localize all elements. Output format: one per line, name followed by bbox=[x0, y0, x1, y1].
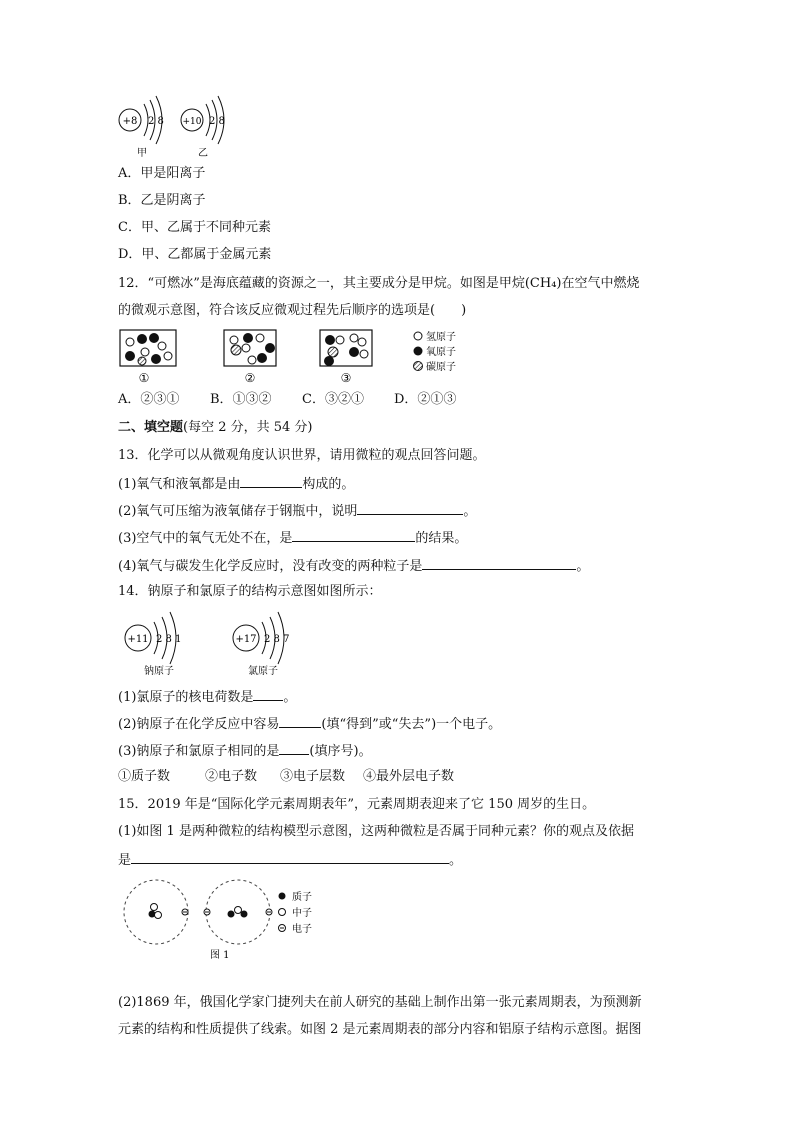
q13-blank-4[interactable] bbox=[422, 555, 576, 570]
atom-diagram-jia-yi bbox=[112, 94, 232, 160]
q14-blank-3[interactable] bbox=[279, 740, 309, 755]
particle-model-left bbox=[124, 880, 188, 944]
legend-carbon: 碳原子 bbox=[426, 362, 456, 373]
atom-chlorine bbox=[233, 612, 289, 677]
q12-stem-line2: 的微观示意图，符合该反应微观过程先后顺序的选项是( ) bbox=[118, 303, 467, 318]
q14-choice-1: ①质子数 bbox=[118, 769, 171, 784]
q14-part3 bbox=[118, 740, 372, 762]
reaction-box-1 bbox=[120, 330, 176, 366]
reaction-box-3 bbox=[320, 330, 372, 366]
atom-jia-label: 甲 bbox=[137, 148, 147, 159]
q13-blank-3[interactable] bbox=[292, 527, 415, 542]
q12-option-b: B．①③② bbox=[210, 392, 272, 407]
atom-chlorine-label: 氯原子 bbox=[248, 666, 278, 677]
q15-stem: 15．2019 年是“国际化学元素周期表年”，元素周期表迎来了它 150 周岁的生日。 bbox=[118, 797, 596, 812]
q15-part1-line2 bbox=[118, 849, 462, 871]
reaction-box-2-label: ② bbox=[244, 371, 256, 385]
q15-part2-line1: (2)1869 年，俄国化学家门捷列夫在前人研究的基础上制作出第一张元素周期表，为预测新 bbox=[118, 995, 642, 1010]
q15-blank-1[interactable] bbox=[131, 849, 449, 864]
reaction-box-3-label: ③ bbox=[340, 371, 352, 385]
atom-sodium-shells: 2 8 1 bbox=[156, 634, 182, 645]
q14-part2-tail: (填“得到”或“失去”)一个电子。 bbox=[321, 717, 502, 732]
q15-part1-line1: (1)如图 1 是两种微粒的结构模型示意图，这两种微粒是否属于同种元素？你的观点及依据 bbox=[118, 824, 634, 839]
q13-part2-tail: 。 bbox=[463, 504, 477, 519]
particle-legend bbox=[279, 890, 313, 935]
q14-choice-2: ②电子数 bbox=[205, 769, 258, 784]
q13-part2-text: (2)氧气可压缩为液氧储存于钢瓶中，说明 bbox=[118, 504, 358, 519]
atom-yi-label: 乙 bbox=[198, 148, 208, 159]
q12-stem-line1: 12．“可燃冰”是海底蕴藏的资源之一，其主要成分是甲烷。如图是甲烷(CH₄)在空气中燃烧 bbox=[118, 276, 640, 291]
q14-part1-text: (1)氯原子的核电荷数是 bbox=[118, 690, 254, 705]
atom-sodium bbox=[125, 612, 181, 677]
q13-part1-text: (1)氧气和液氧都是由 bbox=[118, 477, 241, 492]
atom-yi-nucleus: +10 bbox=[182, 117, 202, 127]
q13-part1 bbox=[118, 473, 354, 495]
atom-yi-shells: 2 8 bbox=[209, 116, 225, 127]
q14-choice-4: ④最外层电子数 bbox=[363, 769, 455, 784]
q13-stem: 13．化学可以从微观角度认识世界，请用微粒的观点回答问题。 bbox=[118, 448, 486, 463]
q13-part4-text: (4)氧气与碳发生化学反应时，没有改变的两种粒子是 bbox=[118, 559, 423, 574]
q14-stem: 14．钠原子和氯原子的结构示意图如图所示： bbox=[118, 584, 382, 599]
q14-part2 bbox=[118, 713, 501, 735]
q13-part4-tail: 。 bbox=[576, 559, 590, 574]
q11-option-c: C．甲、乙属于不同种元素 bbox=[118, 220, 271, 235]
particle-model-figure-1 bbox=[118, 878, 348, 964]
q14-part3-tail: (填序号)。 bbox=[309, 744, 372, 759]
q13-part3 bbox=[118, 527, 467, 549]
q11-option-a: A．甲是阳离子 bbox=[118, 166, 206, 181]
reaction-legend bbox=[414, 330, 457, 373]
legend-oxygen: 氧原子 bbox=[426, 347, 456, 358]
atom-sodium-nucleus: +11 bbox=[127, 634, 149, 645]
section-note: (每空 2 分，共 54 分) bbox=[183, 420, 313, 435]
legend-neutron: 中子 bbox=[292, 908, 312, 919]
legend-hydrogen: 氢原子 bbox=[426, 332, 456, 343]
q14-part2-text: (2)钠原子在化学反应中容易 bbox=[118, 717, 280, 732]
q15-part1-is: 是 bbox=[118, 853, 132, 868]
reaction-box-2 bbox=[224, 330, 276, 366]
reaction-box-1-label: ① bbox=[138, 371, 150, 385]
q15-part1-tail: 。 bbox=[449, 853, 463, 868]
q13-blank-1[interactable] bbox=[240, 473, 302, 488]
q14-part1-tail: 。 bbox=[283, 690, 297, 705]
q12-options bbox=[118, 390, 456, 410]
q14-blank-1[interactable] bbox=[253, 686, 283, 701]
q12-option-c: C．③②① bbox=[302, 392, 364, 407]
atom-chlorine-nucleus: +17 bbox=[235, 634, 257, 645]
na-cl-atom-diagram bbox=[118, 608, 308, 680]
legend-proton: 质子 bbox=[292, 892, 312, 903]
q14-part1 bbox=[118, 686, 296, 708]
q14-choices bbox=[118, 767, 454, 787]
q13-part3-text: (3)空气中的氧气无处不在，是 bbox=[118, 531, 293, 546]
q13-part4 bbox=[118, 555, 589, 577]
q13-part2 bbox=[118, 500, 476, 522]
atom-jia-nucleus: +8 bbox=[122, 116, 138, 127]
atom-jia-shells: 2 8 bbox=[148, 116, 164, 127]
particle-model-right bbox=[204, 880, 272, 944]
atom-jia bbox=[119, 96, 164, 159]
q13-blank-2[interactable] bbox=[357, 500, 463, 515]
q14-part3-text: (3)钠原子和氯原子相同的是 bbox=[118, 744, 280, 759]
q14-blank-2[interactable] bbox=[279, 713, 321, 728]
section-title: 二、填空题 bbox=[118, 420, 184, 435]
q14-choice-3: ③电子层数 bbox=[280, 769, 346, 784]
section-heading bbox=[118, 418, 313, 438]
q13-part1-tail: 构成的。 bbox=[302, 477, 355, 492]
q15-part2-line2: 元素的结构和性质提供了线索。如图 2 是元素周期表的部分内容和铝原子结构示意图。据图 bbox=[118, 1022, 642, 1037]
atom-yi bbox=[181, 96, 225, 159]
q12-option-a: A．②③① bbox=[118, 392, 180, 407]
q12-option-d: D．②①③ bbox=[394, 392, 457, 407]
methane-combustion-figure bbox=[118, 326, 478, 386]
figure-1-caption: 图 1 bbox=[210, 950, 230, 961]
q13-part3-tail: 的结果。 bbox=[415, 531, 468, 546]
legend-electron: 电子 bbox=[292, 924, 312, 935]
q11-option-d: D．甲、乙都属于金属元素 bbox=[118, 247, 272, 262]
atom-chlorine-shells: 2 8 7 bbox=[264, 634, 290, 645]
q11-option-b: B．乙是阴离子 bbox=[118, 193, 206, 208]
atom-sodium-label: 钠原子 bbox=[144, 666, 174, 677]
